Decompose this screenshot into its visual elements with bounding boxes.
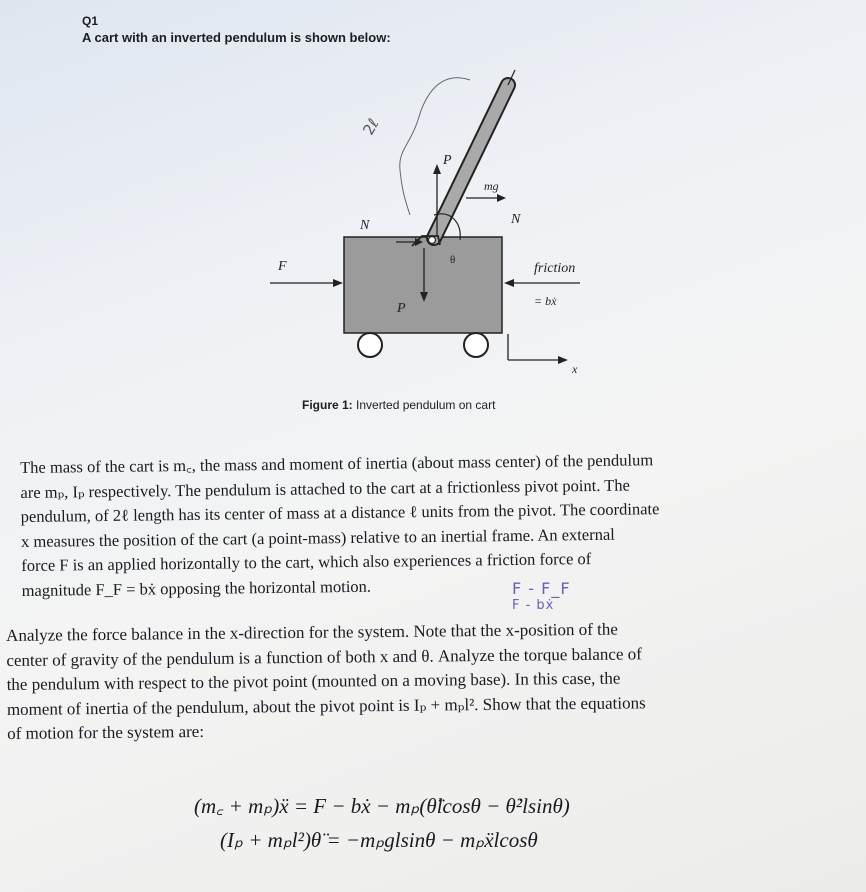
paragraph-2-line: moment of inertia of the pendulum, about the pivot point is Iₚ + mₚl². Show that the equations [6,692,646,719]
mg-label: mg [484,179,499,193]
force-N-right-label: N [511,212,521,227]
force-N-right-arrowhead [497,194,506,202]
force-F-label: F [278,259,287,274]
paragraph-1-line: The mass of the cart is m꜀, the mass and moment of inertia (about mass center) of the pendulum [20,450,654,477]
cart-wheel-right [464,333,488,357]
x-axis-label: x [572,362,578,376]
paragraph-1-line: pendulum, of 2ℓ length has its center of mass at a distance ℓ units from the pivot. The coordinate [20,499,660,526]
paragraph-2-line: center of gravity of the pendulum is a function of both x and θ. Analyze the torque balance of [6,643,642,670]
paragraph-2 [6,617,646,746]
cart-body [344,237,502,333]
force-P-bottom-label: P [397,301,406,316]
force-P-top-label: P [443,153,452,168]
force-N-left-label: N [360,218,370,233]
paragraph-1-line: magnitude F_F = bẋ opposing the horizontal motion. [21,576,372,600]
paragraph-1-line: x measures the position of the cart (a point-mass) relative to an inertial frame. An external [20,524,615,551]
handwritten-line: F - bẋ [512,598,555,613]
equation-2: (Iₚ + mₚl²)θ̈ = −mₚglsinθ − mₚẍlcosθ [220,828,538,852]
force-P-up-arrowhead [433,164,441,174]
paragraph-2-line: the pendulum with respect to the pivot point (mounted on a moving base). In this case, the [6,668,621,694]
equation-1: (m꜀ + mₚ)ẍ = F − bẋ − mₚ(θ̈lcosθ − θ̇²lsinθ) [194,794,570,818]
question-label: Q1 [82,14,99,28]
force-F-arrowhead [333,279,343,287]
handwritten-2l-label: 2ℓ [359,115,383,139]
x-axis-arrowhead [558,356,568,364]
friction-eq-label: = bẋ [534,294,557,308]
friction-label: friction [534,261,576,276]
cart-wheel-left [358,333,382,357]
theta-label: θ [450,254,456,266]
question-intro: A cart with an inverted pendulum is shown below: [82,30,391,45]
figure-caption-text: Inverted pendulum on cart [352,398,496,412]
figure-caption [302,398,495,412]
paragraph-2-line: Analyze the force balance in the x-direction for the system. Note that the x-position of the [6,619,618,645]
figure-caption-number: Figure 1: [302,398,353,412]
paragraph-2-line: of motion for the system are: [7,721,205,743]
friction-arrowhead [504,279,514,287]
handwritten-line: F - F_F [512,579,571,598]
pivot-point [429,237,436,244]
inverted-pendulum-figure [0,60,866,400]
paragraph-1-line: force F is an applied horizontally to the cart, which also experiences a friction force of [21,549,592,575]
paragraph-1-line: are mₚ, Iₚ respectively. The pendulum is attached to the cart at a frictionless pivot point. The [20,475,630,502]
handwritten-note [512,580,571,614]
